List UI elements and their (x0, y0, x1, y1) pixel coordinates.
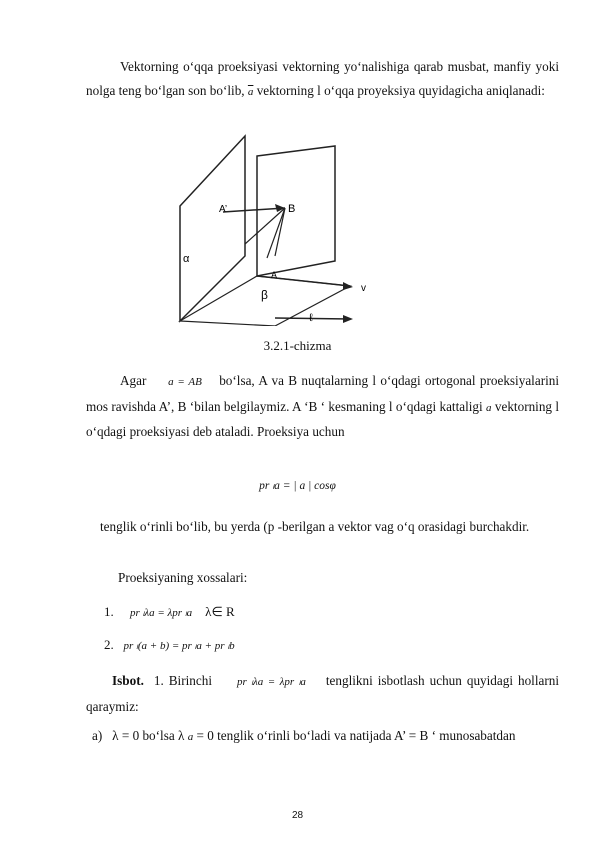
definition-text-b: vektorning l o‘qdagi proeksiyasi deb ataladi. Proeksiya uchun (86, 398, 560, 439)
plane-front (257, 146, 335, 276)
paragraph-intro (86, 55, 559, 104)
property-number: 2. (104, 637, 114, 652)
case-a-sym: a (187, 731, 194, 743)
property-formula: pr ₗλa = λpr ₗa (130, 607, 193, 619)
intro-text: Vektorning o‘qqa proeksiyasi vektorning yo‘nalishiga qarab musbat, manfiy yoki nolga teng bo‘lgan son bo‘lib, (86, 59, 559, 98)
label-b: B (288, 203, 296, 215)
case-a-text-b: = 0 tenglik o‘rinli bo‘ladi va natijada A’ = B ‘ munosabatdan (196, 728, 516, 743)
vector-a-symbol: $\overline{a}$ (247, 85, 254, 98)
figure-caption: 3.2.1-chizma (263, 338, 332, 353)
paragraph-angle: tenglik o‘rinli bo‘lib, bu yerda (p -berilgan a vektor vag o‘q orasidagi burchakdir. (100, 519, 530, 534)
property-2 (104, 637, 235, 653)
proof-text-b: tenglikni isbotlash uchun quyidagi hollarni qaraymiz: (86, 673, 560, 714)
properties-title: Proeksiyaning xossalari: (118, 570, 248, 585)
proof-label: Isbot. (112, 673, 144, 688)
figure-3-2-1 (175, 126, 395, 326)
page-number: 28 (291, 810, 304, 821)
property-tail: λ∈ R (205, 604, 235, 619)
label-v: v (361, 283, 366, 294)
definition-text: bo‘lsa, A va B nuqtalarning l o‘qdagi ortogonal proeksiyalarini mos ravishda A’, B ‘bilan belgilaymiz. A ‘B ‘ kesmaning l o‘qdagi kattaligi (86, 373, 560, 414)
label-alpha: α (183, 253, 190, 265)
agar-word: Agar (120, 373, 147, 388)
proof-text: 1. Birinchi (153, 673, 212, 688)
plane-back (180, 136, 245, 321)
formula-projection: pr ₗa = | a | cosφ (259, 480, 336, 492)
proof-formula: pr ₗλa = λpr ₗa (236, 676, 306, 688)
paragraph-definition (86, 369, 559, 444)
label-a-prime: A’ (219, 204, 228, 215)
case-a-text: λ = 0 bo‘lsa λ (112, 728, 185, 743)
property-formula: pr ₗ(a + b) = pr ₗa + pr ₗb (123, 640, 235, 652)
property-1 (104, 604, 235, 620)
eq-a-ab: a = AB (168, 376, 202, 388)
intro-text-b: vektorning l o‘qqa proyeksiya quyidagicha aniqlanadi: (256, 82, 545, 98)
label-a: A (271, 270, 278, 280)
paragraph-proof (86, 669, 559, 718)
label-l: ℓ (309, 312, 313, 324)
label-beta: β (261, 288, 268, 302)
case-a-prefix: a) (92, 728, 103, 743)
vector-a-symbol-2: a (486, 401, 492, 414)
property-number: 1. (104, 604, 114, 619)
case-a (92, 728, 515, 744)
